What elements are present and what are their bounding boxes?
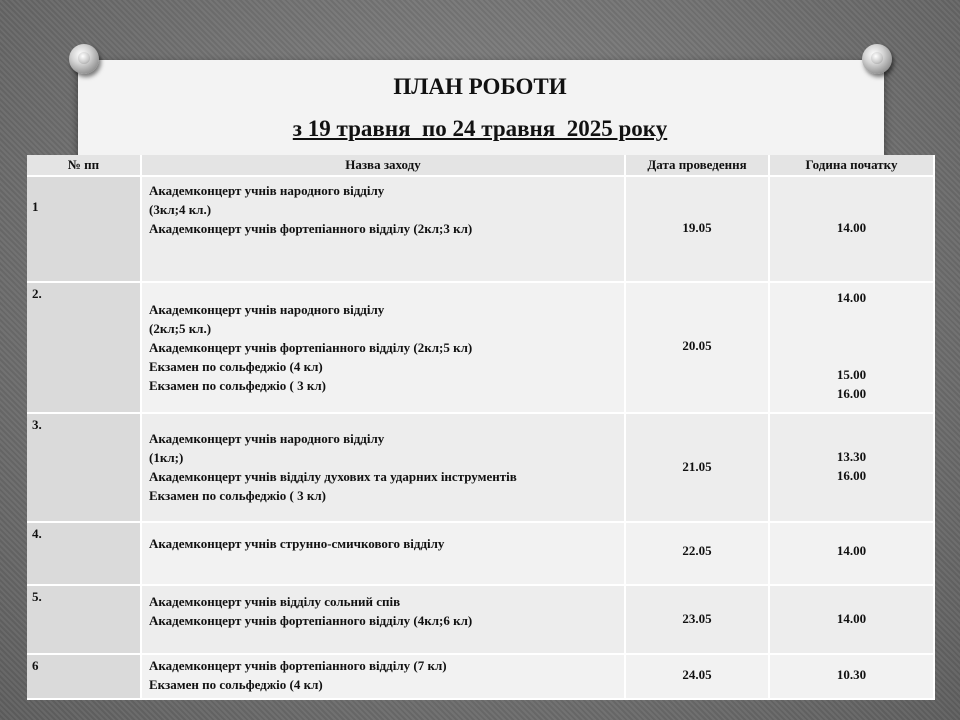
table-header-row — [27, 155, 934, 176]
time-cell — [769, 654, 934, 699]
row-number: 5. — [27, 585, 141, 654]
event-cell — [141, 413, 625, 522]
row-number: 4. — [27, 522, 141, 585]
event-line: Академконцерт учнів відділу сольний спів — [149, 594, 401, 609]
column-header-time: Година початку — [769, 155, 934, 176]
row-number: 2. — [27, 282, 141, 413]
event-cell — [141, 282, 625, 413]
time-cell — [769, 522, 934, 585]
event-cell — [141, 522, 625, 585]
schedule-table — [27, 155, 935, 700]
date-cell — [625, 585, 769, 654]
event-time: 14.00 — [836, 290, 867, 305]
event-line: Академконцерт учнів струнно-смичкового відділу — [149, 536, 445, 551]
table-row — [27, 176, 934, 282]
time-cell — [769, 585, 934, 654]
event-time: 14.00 — [836, 611, 867, 626]
date-cell — [625, 282, 769, 413]
time-cell — [769, 282, 934, 413]
event-line: Академконцерт учнів фортепіанного відділу (4кл;6 кл) — [149, 613, 473, 628]
table-row — [27, 522, 934, 585]
date-cell — [625, 176, 769, 282]
event-line: Академконцерт учнів народного відділу — [149, 431, 385, 446]
event-date: 20.05 — [682, 338, 712, 353]
event-time: 14.00 — [836, 543, 867, 558]
event-cell — [141, 176, 625, 282]
event-line: Екзамен по сольфеджіо (4 кл) — [149, 677, 323, 692]
event-date: 19.05 — [682, 220, 712, 235]
event-time: 15.00 — [836, 367, 867, 382]
event-line: Академконцерт учнів відділу духових та ударних інструментів — [149, 469, 517, 484]
column-header-event: Назва заходу — [141, 155, 625, 176]
page-subtitle — [0, 116, 960, 142]
pushpin-left-icon — [69, 44, 99, 74]
event-cell — [141, 654, 625, 699]
subtitle-text: з 19 травня по 24 травня 2025 року — [292, 116, 668, 141]
event-line: Академконцерт учнів фортепіанного відділу (7 кл) — [149, 658, 447, 673]
table-row — [27, 654, 934, 699]
event-time: 10.30 — [836, 667, 867, 682]
date-cell — [625, 413, 769, 522]
row-number: 1 — [27, 176, 141, 282]
event-line: (3кл;4 кл.) — [149, 202, 212, 217]
table-row — [27, 413, 934, 522]
time-cell — [769, 176, 934, 282]
event-line: Академконцерт учнів фортепіанного відділу (2кл;5 кл) — [149, 340, 473, 355]
event-date: 24.05 — [682, 667, 712, 682]
event-date: 22.05 — [682, 543, 712, 558]
event-time: 13.30 — [836, 449, 867, 464]
event-line: Екзамен по сольфеджіо ( 3 кл) — [149, 378, 326, 393]
event-line: Екзамен по сольфеджіо ( 3 кл) — [149, 488, 326, 503]
column-header-date: Дата проведення — [625, 155, 769, 176]
table-row — [27, 585, 934, 654]
event-line: Екзамен по сольфеджіо (4 кл) — [149, 359, 323, 374]
event-time: 14.00 — [836, 220, 867, 235]
date-cell — [625, 654, 769, 699]
event-date: 23.05 — [682, 611, 712, 626]
event-line: Академконцерт учнів народного відділу — [149, 302, 385, 317]
page-title: ПЛАН РОБОТИ — [393, 74, 567, 99]
date-cell — [625, 522, 769, 585]
row-number: 3. — [27, 413, 141, 522]
event-cell — [141, 585, 625, 654]
event-line: Академконцерт учнів народного відділу — [149, 183, 385, 198]
event-line: Академконцерт учнів фортепіанного відділу (2кл;3 кл) — [149, 221, 473, 236]
row-number: 6 — [27, 654, 141, 699]
event-line: (2кл;5 кл.) — [149, 321, 212, 336]
event-time: 16.00 — [836, 386, 867, 401]
event-time: 16.00 — [836, 468, 867, 483]
column-header-number: № пп — [27, 155, 141, 176]
table-row — [27, 282, 934, 413]
pushpin-right-icon — [862, 44, 892, 74]
event-line: (1кл;) — [149, 450, 184, 465]
time-cell — [769, 413, 934, 522]
event-date: 21.05 — [682, 459, 712, 474]
